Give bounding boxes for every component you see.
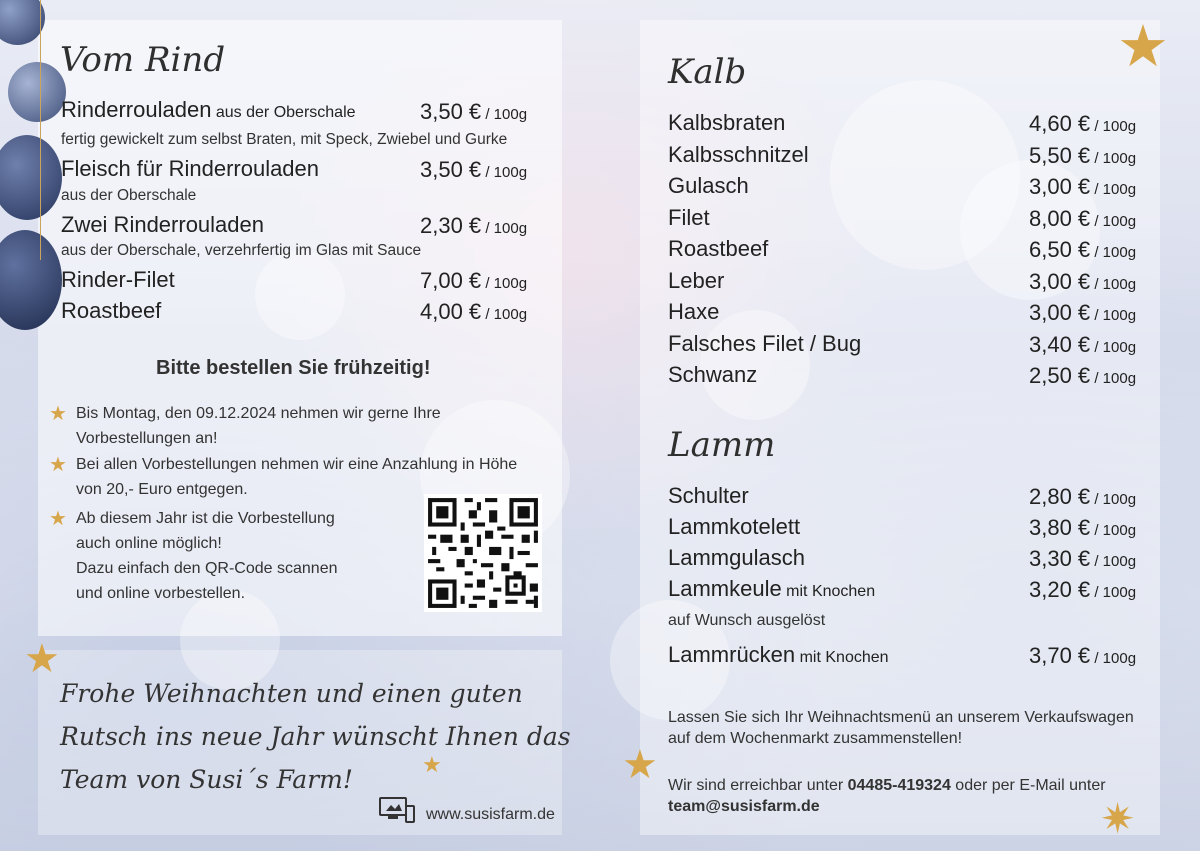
star-icon: ★: [49, 508, 67, 530]
star-icon: ★: [24, 637, 60, 681]
kalb-item-name: Schwanz: [668, 362, 758, 387]
price-fleisch-rinderrouladen: 3,50 € / 100g: [420, 157, 528, 182]
notice-bullet-3: Ab diesem Jahr ist die Vorbestellung auch online möglich! Dazu einfach den QR-Code scannen und online vorbestellen.: [76, 510, 338, 602]
item-description: aus der Oberschale: [61, 187, 197, 204]
notice-bullet-1: Bis Montag, den 09.12.2024 nehmen wir gerne Ihre Vorbestellungen an!: [76, 405, 441, 447]
price-roastbeef: 4,00 € / 100g: [420, 299, 528, 324]
kalb-item-price: 2,50 € / 100g: [1029, 363, 1137, 388]
email-link[interactable]: team@susisfarm.de: [668, 798, 820, 815]
menu-item-lammkotelett: Lammkotelett: [668, 514, 801, 539]
kalb-item-price: 8,00 € / 100g: [1029, 205, 1137, 231]
notice-bullet-2: Bei allen Vorbestellungen nehmen wir eine Anzahlung in Höhe von 20,- Euro entgegen.: [76, 456, 518, 498]
section-title-kalb: Kalb: [668, 52, 747, 92]
kalb-item-name: Gulasch: [668, 173, 749, 198]
star-icon: ★: [622, 743, 658, 787]
menu-item-lammgulasch: Lammgulasch: [668, 545, 805, 570]
item-note: auf Wunsch ausgelöst: [668, 612, 826, 629]
kalb-item-price: 4,60 € / 100g: [1029, 111, 1137, 136]
kalb-item-name: Filet: [668, 204, 710, 230]
devices-icon: [378, 796, 416, 824]
star-icon: ★: [49, 403, 67, 425]
price-schulter: 2,80 € / 100g: [1029, 484, 1137, 509]
star-icon: ★: [422, 752, 442, 777]
star-icon: ★: [49, 454, 67, 476]
kalb-item-name: Kalbsbraten: [668, 110, 786, 135]
closing-greeting: Frohe Weihnachten und einen guten Rutsch ins neue Jahr wünscht Ihnen das Team von Susi´s Farm!: [60, 679, 571, 794]
price-lammruecken: 3,70 € / 100g: [1029, 643, 1137, 668]
menu-info: Lassen Sie sich Ihr Weihnachtsmenü an unserem Verkaufswagen auf dem Wochenmarkt zusammenstellen!: [668, 709, 1134, 747]
notice-title: Bitte bestellen Sie frühzeitig!: [156, 357, 431, 379]
kalb-item-price: 3,00 € / 100g: [1029, 300, 1137, 325]
section-title-rind: Vom Rind: [60, 40, 226, 80]
price-lammkeule: 3,20 € / 100g: [1029, 577, 1137, 602]
menu-item-rinder-filet: Rinder-Filet: [61, 267, 175, 292]
kalb-item-price: 3,00 € / 100g: [1029, 268, 1137, 294]
star-icon: ✷: [1100, 795, 1136, 842]
kalb-item-name: Falsches Filet / Bug: [668, 330, 862, 356]
menu-item-rinderrouladen: Rinderrouladen aus der Oberschale: [61, 97, 356, 122]
item-description: fertig gewickelt zum selbst Braten, mit Speck, Zwiebel und Gurke: [61, 131, 508, 148]
item-description: aus der Oberschale, verzehrfertig im Glas mit Sauce: [61, 242, 422, 259]
price-rinder-filet: 7,00 € / 100g: [420, 268, 528, 293]
kalb-item-name: Haxe: [668, 299, 720, 324]
contact-info: Wir sind erreichbar unter 04485-419324 oder per E-Mail unter team@susisfarm.de: [668, 777, 1106, 815]
menu-item-lammkeule: Lammkeule mit Knochen: [668, 576, 876, 601]
section-title-lamm: Lamm: [668, 425, 776, 465]
kalb-item-name: Leber: [668, 267, 725, 293]
qr-code[interactable]: [424, 494, 542, 612]
kalb-item-name: Roastbeef: [668, 236, 769, 261]
star-icon: ★: [1117, 14, 1169, 79]
menu-item-lammruecken: Lammrücken mit Knochen: [668, 642, 889, 667]
menu-item-schulter: Schulter: [668, 483, 749, 508]
kalb-item-price: 3,40 € / 100g: [1029, 331, 1137, 357]
menu-item-roastbeef: Roastbeef: [61, 298, 162, 323]
kalb-item-price: 6,50 € / 100g: [1029, 237, 1137, 262]
kalb-item-price: 3,00 € / 100g: [1029, 174, 1137, 199]
price-rinderrouladen: 3,50 € / 100g: [420, 99, 528, 124]
price-zwei-rinderrouladen: 2,30 € / 100g: [420, 213, 528, 238]
menu-item-fleisch-rinderrouladen: Fleisch für Rinderrouladen: [61, 156, 320, 181]
kalb-item-price: 5,50 € / 100g: [1029, 142, 1137, 168]
website-link[interactable]: www.susisfarm.de: [426, 806, 555, 823]
kalb-item-name: Kalbsschnitzel: [668, 141, 809, 167]
price-lammgulasch: 3,30 € / 100g: [1029, 546, 1137, 571]
price-lammkotelett: 3,80 € / 100g: [1029, 515, 1137, 540]
phone-number[interactable]: 04485-419324: [847, 777, 951, 794]
menu-item-zwei-rinderrouladen: Zwei Rinderrouladen: [61, 212, 264, 237]
